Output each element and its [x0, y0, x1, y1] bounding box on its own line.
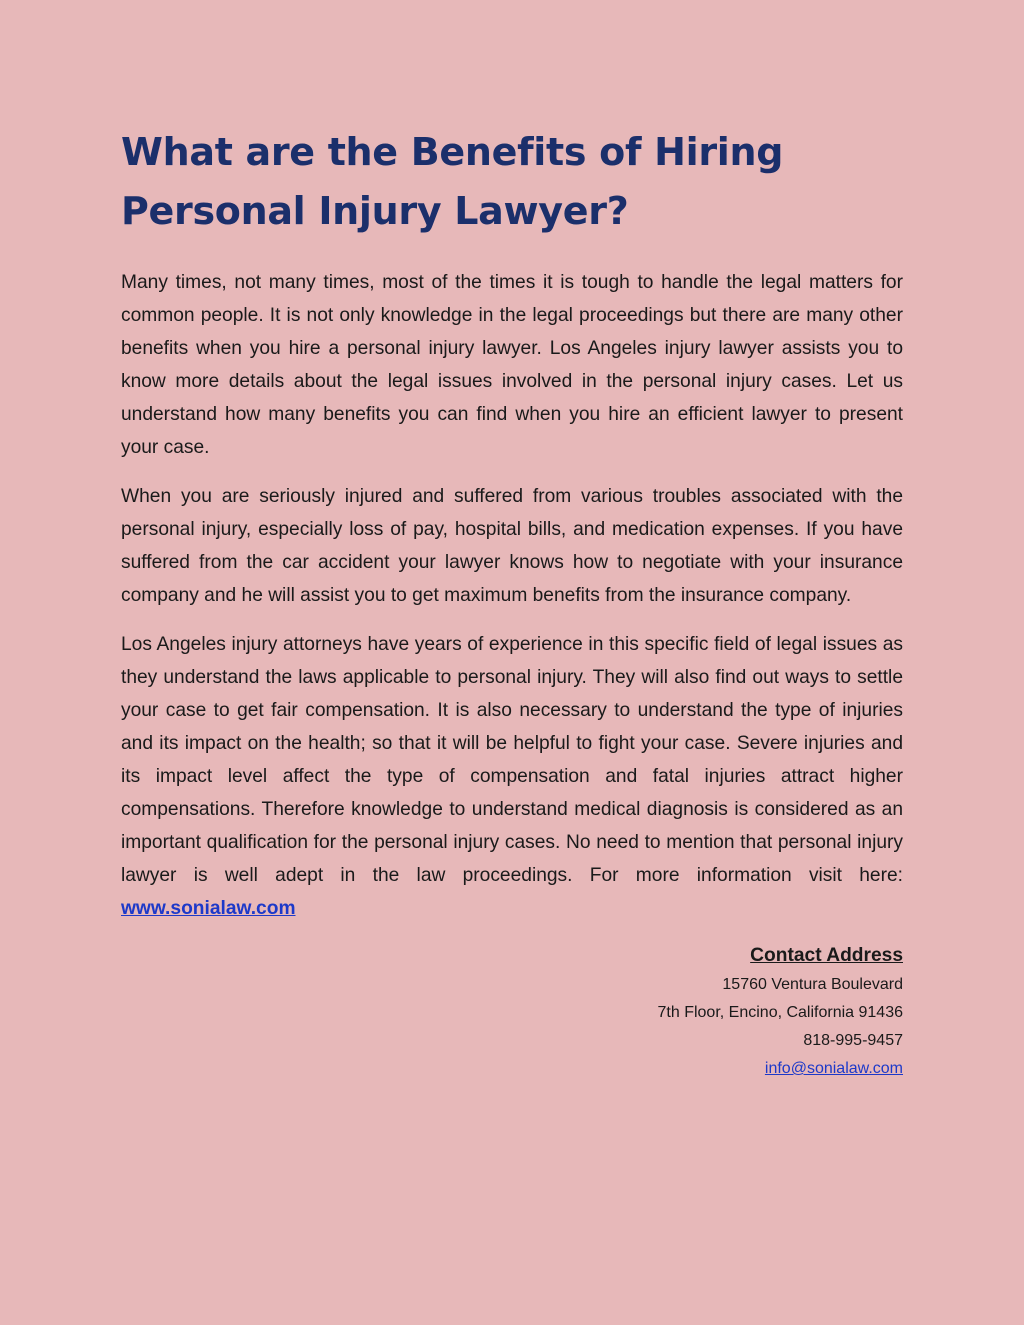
email-link[interactable]: info@sonialaw.com: [764, 1060, 903, 1077]
website-link[interactable]: www.sonialaw.com: [121, 898, 296, 919]
contact-heading: Contact Address: [750, 945, 903, 966]
title-line-2: Personal Injury Lawyer?: [121, 189, 629, 233]
paragraph-3: [121, 628, 903, 925]
paragraph-3-text: Los Angeles injury attorneys have years of experience in this specific field of legal issues as they understand the laws applicable to personal injury. They will also find out ways to settle your case to get fair compensation. It is also necessary to understand the type of injuries and its impact on the health; so that it will be helpful to fight your case. Severe injuries and its impact level affect the type of compensation and fatal injuries attract higher compensations. Therefore knowledge to understand medical diagnosis is considered as an important qualification for the personal injury cases. No need to mention that personal injury lawyer is well adept in the law proceedings. For more information visit here:: [121, 634, 903, 886]
phone-number: 818-995-9457: [803, 1032, 903, 1049]
paragraph-2: When you are seriously injured and suffered from various troubles associated with the personal injury, especially loss of pay, hospital bills, and medication expenses. If you have suffered from the car accident your lawyer knows how to negotiate with your insurance company and he will assist you to get maximum benefits from the insurance company.: [121, 486, 903, 606]
address-line-2: 7th Floor, Encino, California 91436: [657, 1004, 903, 1021]
contact-address-block: [121, 941, 903, 1083]
page-title: [121, 123, 903, 241]
article-body: [121, 266, 903, 925]
paragraph-1: Many times, not many times, most of the times it is tough to handle the legal matters for common people. It is not only knowledge in the legal proceedings but there are many other benefits when you hire a personal injury lawyer. Los Angeles injury lawyer assists you to know more details about the legal issues involved in the personal injury cases. Let us understand how many benefits you can find when you hire an efficient lawyer to present your case.: [121, 272, 903, 458]
address-line-1: 15760 Ventura Boulevard: [722, 976, 903, 993]
title-line-1: What are the Benefits of Hiring: [121, 130, 784, 174]
